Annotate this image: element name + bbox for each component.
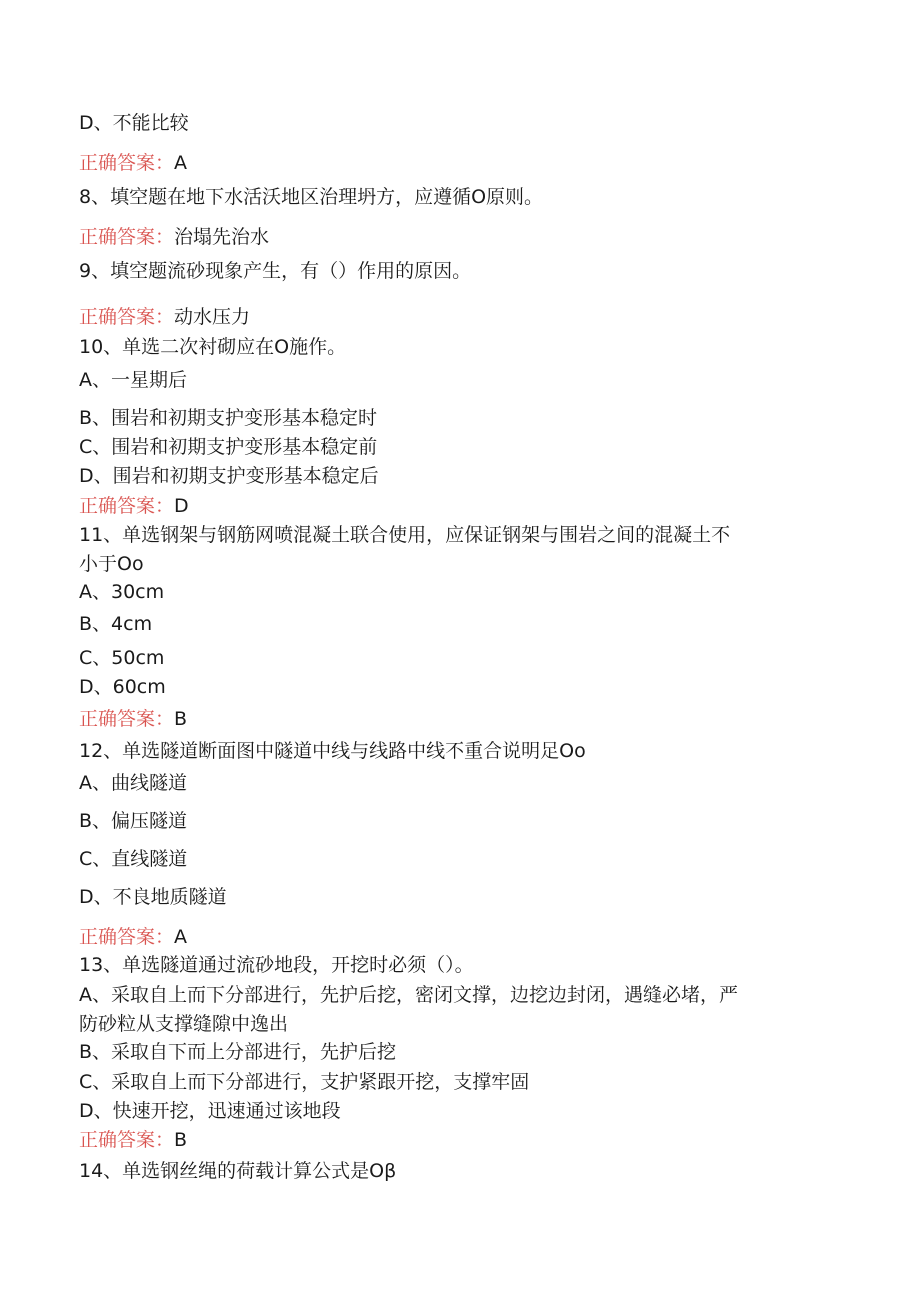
text-line: B、4cm [79,613,153,635]
answer-value: A [174,926,188,948]
answer-value: 治塌先治水 [174,226,270,248]
answer-line [79,224,269,250]
text-line: 10、单选二次衬砌应在O施作。 [79,336,347,358]
text-line: 14、单选钢丝绳的荷载计算公式是Oβ [79,1160,397,1182]
text-line: 12、单选隧道断面图中隧道中线与线路中线不重合说明足Oo [79,740,586,762]
answer-line [79,304,250,330]
text-line: C、50cm [79,647,165,669]
answer-label: 正确答案： [79,708,175,730]
text-line: C、围岩和初期支护变形基本稳定前 [79,436,378,458]
answer-line [79,150,187,176]
text-line: B、采取自下而上分部进行，先护后挖 [79,1041,397,1063]
text-line: D、60cm [79,676,166,698]
answer-label: 正确答案： [79,152,175,174]
text-line: A、一星期后 [79,369,187,391]
text-line: 9、填空题流砂现象产生，有（）作用的原因。 [79,260,472,282]
answer-label: 正确答案： [79,1129,175,1151]
answer-value: B [174,708,188,730]
answer-value: D [174,495,189,517]
text-line: A、曲线隧道 [79,772,187,794]
answer-line [79,706,187,732]
answer-label: 正确答案： [79,926,175,948]
answer-value: B [174,1129,188,1151]
text-line: 防砂粒从支撑缝隙中逸出 [79,1013,289,1035]
text-line: C、采取自上而下分部进行，支护紧跟开挖，支撑牢固 [79,1071,530,1093]
text-line: 小于Oo [79,553,144,575]
answer-value: A [174,152,188,174]
text-line: 13、单选隧道通过流砂地段，开挖时必须（）。 [79,954,474,976]
text-line: D、不能比较 [79,112,189,134]
text-line: D、快速开挖，迅速通过该地段 [79,1100,341,1122]
text-line: 8、填空题在地下水活沃地区治理坍方，应遵循O原则。 [79,186,544,208]
text-line: A、30cm [79,581,165,603]
text-line: D、围岩和初期支护变形基本稳定后 [79,465,379,487]
answer-label: 正确答案： [79,226,175,248]
text-line: C、直线隧道 [79,848,188,870]
answer-line [79,924,187,950]
answer-label: 正确答案： [79,306,175,328]
answer-line [79,493,189,519]
text-line: A、采取自上而下分部进行，先护后挖，密闭文撑，边挖边封闭，遇缝必堵，严 [79,984,738,1006]
answer-line [79,1127,187,1153]
text-line: D、不良地质隧道 [79,886,227,908]
answer-label: 正确答案： [79,495,175,517]
answer-value: 动水压力 [174,306,251,328]
text-line: B、偏压隧道 [79,810,188,832]
text-line: 11、单选钢架与钢筋网喷混凝土联合使用，应保证钢架与围岩之间的混凝土不 [79,524,731,546]
text-line: B、围岩和初期支护变形基本稳定时 [79,407,378,429]
